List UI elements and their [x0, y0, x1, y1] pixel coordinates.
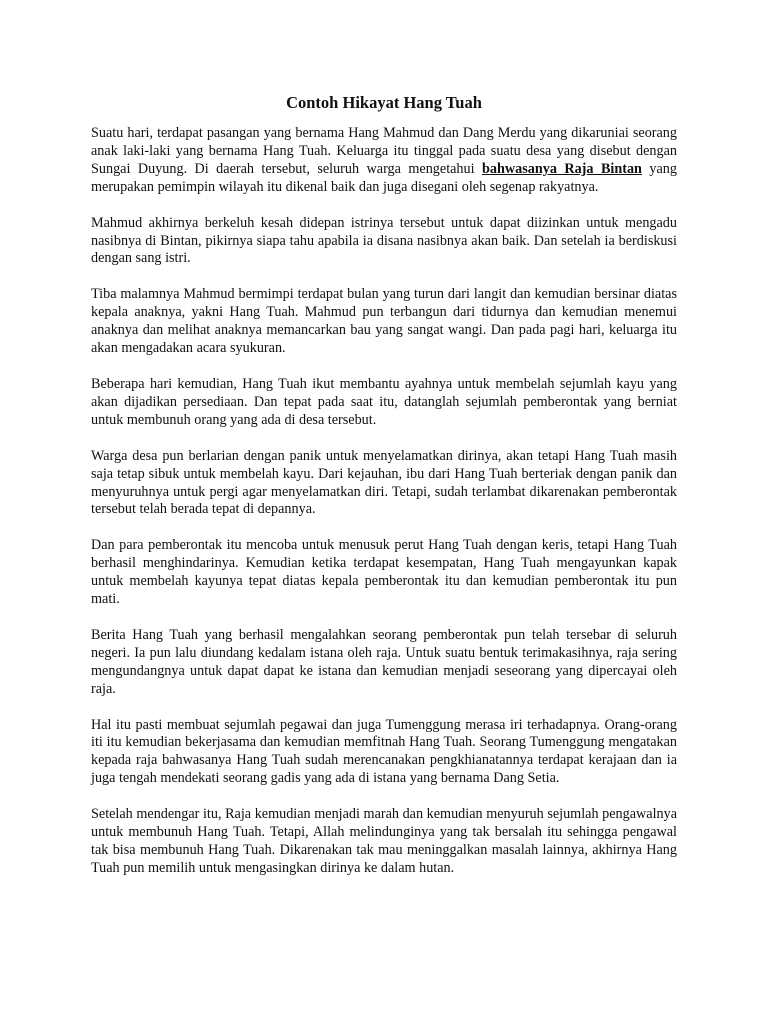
paragraph: Tiba malamnya Mahmud bermimpi terdapat bulan yang turun dari langit dan kemudian bersinar diatas kepala anaknya, yakni Hang Tuah. Mahmud pun terbangun dari tidurnya dan kemudian menemui anaknya dan melihat anaknya memancarkan bau yang sangat wangi. Dan pada pagi hari, keluarga itu akan mengadakan acara syukuran.	[91, 286, 677, 357]
paragraph: Dan para pemberontak itu mencoba untuk menusuk perut Hang Tuah dengan keris, tetapi Hang Tuah berhasil menghindarinya. Kemudian ketika terdapat kesempatan, Hang Tuah mengayunkan kapak untuk membelah kayunya tepat diatas kepala pemberontak itu dan kemudian pemberontak itu pun mati.	[91, 537, 677, 608]
paragraph-text: Suatu hari, terdapat pasangan yang bernama Hang Mahmud dan Dang Merdu yang dikaruniai seorang anak laki-laki yang bernama Hang Tuah. Keluarga itu tinggal pada suatu desa yang disebut dengan Sungai Duyung. Di daerah tersebut, seluruh warga mengetahui	[91, 125, 677, 177]
paragraph	[91, 125, 677, 197]
paragraph-text: yang merupakan pemimpin wilayah itu dikenal baik dan juga disegani oleh segenap rakyatnya.	[91, 160, 677, 195]
paragraph: Mahmud akhirnya berkeluh kesah didepan istrinya tersebut untuk dapat diizinkan untuk mengadu nasibnya di Bintan, pikirnya siapa tahu apabila ia disana nasibnya akan baik. Dan setelah ia berdiskusi dengan sang istri.	[91, 214, 677, 267]
paragraph: Hal itu pasti membuat sejumlah pegawai dan juga Tumenggung merasa iri terhadapnya. Orang-orang iti itu kemudian bekerjasama dan kemudian memfitnah Hang Tuah. Seorang Tumenggung mengatakan kepada raja bahwasanya Hang Tuah sudah merencanakan pengkhianatannya terdapat kerajaan dan ia juga tengah mendekati seorang gadis yang ada di istana yang bernama Dang Setia.	[91, 716, 677, 787]
paragraph: Warga desa pun berlarian dengan panik untuk menyelamatkan dirinya, akan tetapi Hang Tuah masih saja tetap sibuk untuk membelah kayu. Dari kejauhan, ibu dari Hang Tuah berteriak dengan panik dan menyuruhnya untuk pergi agar menyelamatkan diri. Tetapi, sudah terlambat dikarenakan pemberontak tersebut telah berada tepat di depannya.	[91, 447, 677, 518]
paragraph: Berita Hang Tuah yang berhasil mengalahkan seorang pemberontak pun telah tersebar di seluruh negeri. Ia pun lalu diundang kedalam istana oleh raja. Untuk suatu bentuk terimakasihnya, raja sering mengundangnya untuk dapat dapat ke istana dan kemudian menjadi seseorang yang dipercayai oleh raja.	[91, 626, 677, 697]
paragraph: Beberapa hari kemudian, Hang Tuah ikut membantu ayahnya untuk membelah sejumlah kayu yang akan dijadikan persediaan. Dan tepat pada saat itu, datanglah sejumlah pemberontak yang berniat untuk membunuh orang yang ada di desa tersebut.	[91, 375, 677, 428]
document-page	[91, 92, 677, 896]
bahwasanya-raja-bintan-link[interactable]: bahwasanya Raja Bintan	[482, 160, 642, 177]
paragraph: Setelah mendengar itu, Raja kemudian menjadi marah dan kemudian menyuruh sejumlah pengawalnya untuk membunuh Hang Tuah. Tetapi, Allah melindunginya yang tak bersalah itu sehingga pengawal tak bisa membunuh Hang Tuah. Dikarenakan tak mau meninggalkan masalah lainnya, akhirnya Hang Tuah pun memilih untuk mengasingkan dirinya ke dalam hutan.	[91, 806, 677, 876]
document-title: Contoh Hikayat Hang Tuah	[286, 93, 482, 112]
